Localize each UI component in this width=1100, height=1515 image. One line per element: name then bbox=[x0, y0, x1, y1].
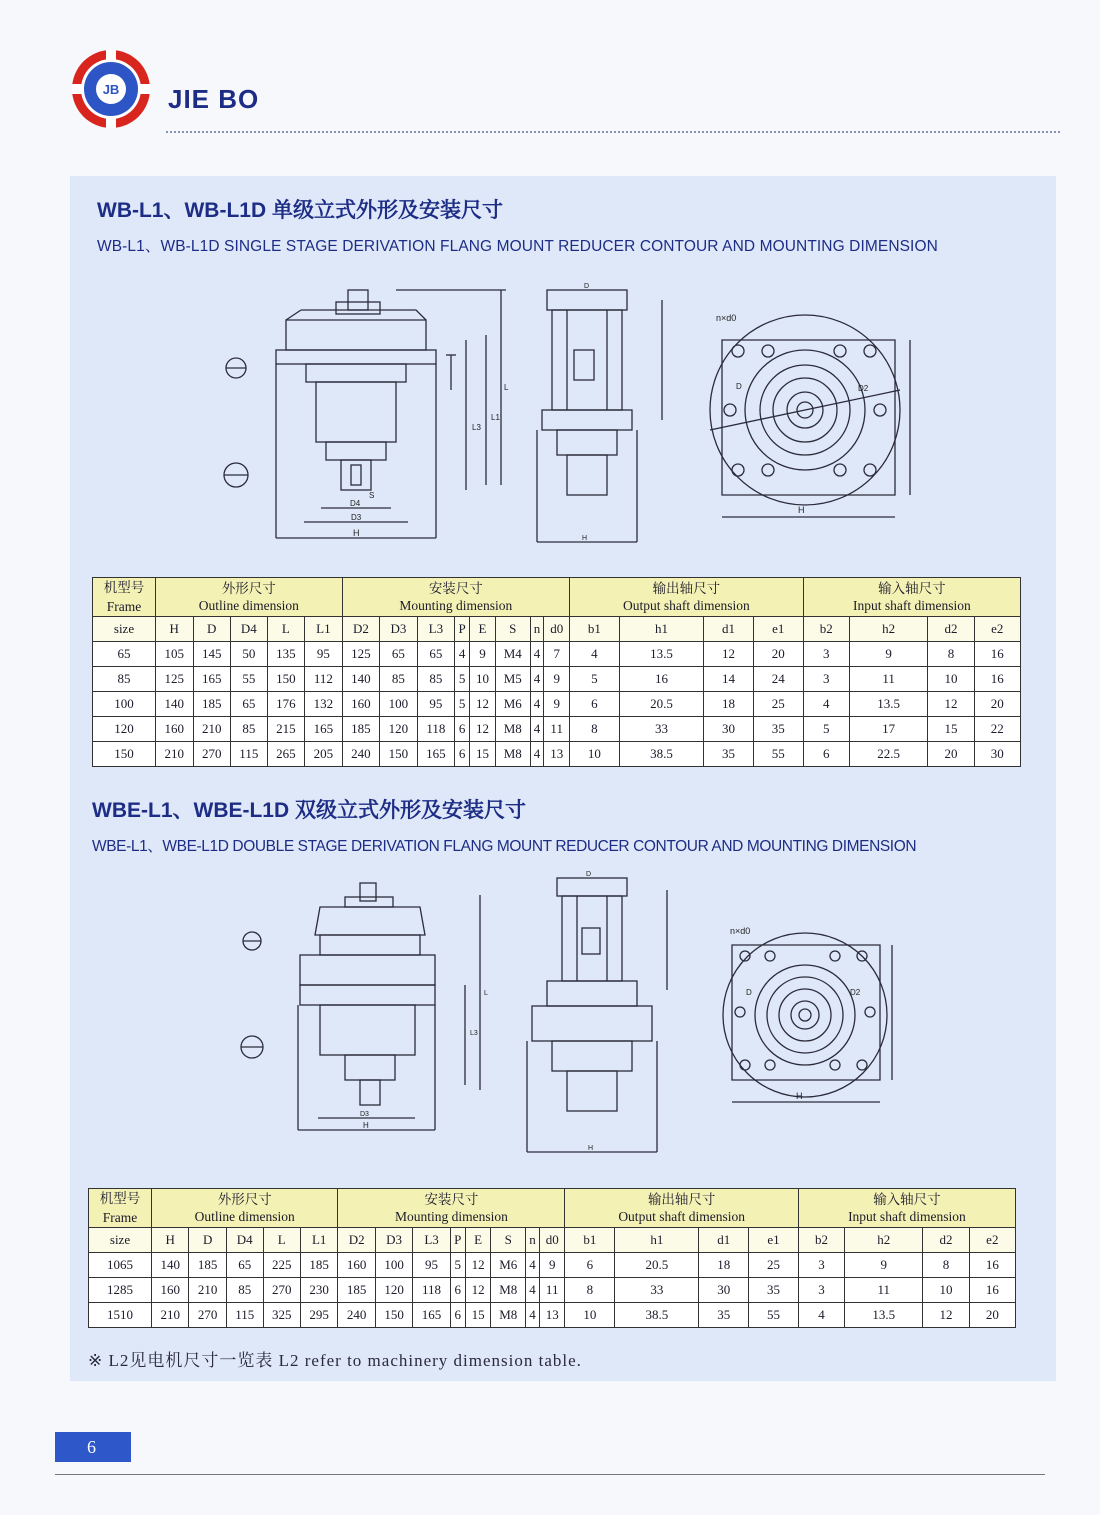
table-cell: 6 bbox=[450, 1303, 465, 1328]
label-s2-l: L bbox=[484, 990, 488, 997]
table-cell: 120 bbox=[375, 1278, 412, 1303]
table-cell: 210 bbox=[189, 1278, 226, 1303]
table-cell: 140 bbox=[156, 692, 194, 717]
table-cell: 100 bbox=[380, 692, 418, 717]
table-cell: 6 bbox=[565, 1253, 615, 1278]
table-cell: 20.5 bbox=[619, 692, 703, 717]
label-s2-motor-h: H bbox=[588, 1145, 594, 1152]
table-cell: 185 bbox=[193, 692, 231, 717]
table-cell: 185 bbox=[300, 1253, 337, 1278]
table-cell: 6 bbox=[803, 742, 849, 767]
table-cell: 4 bbox=[526, 1303, 540, 1328]
table-row bbox=[93, 667, 1021, 692]
section1-title-en: WB-L1、WB-L1D SINGLE STAGE DERIVATION FLANG MOUNT REDUCER CONTOUR AND MOUNTING DIMENSION bbox=[97, 238, 938, 255]
table-cell: 6 bbox=[570, 692, 620, 717]
table-cell: 12 bbox=[470, 692, 496, 717]
table-cell: M8 bbox=[495, 717, 530, 742]
section1-title-cn: WB-L1、WB-L1D 单级立式外形及安装尺寸 bbox=[97, 199, 503, 222]
column-header-d4: D4 bbox=[226, 1228, 263, 1253]
table-cell: M6 bbox=[491, 1253, 526, 1278]
column-header-n: n bbox=[526, 1228, 540, 1253]
column-header-p: P bbox=[455, 617, 470, 642]
column-header-size: size bbox=[89, 1228, 152, 1253]
table-cell: 125 bbox=[342, 642, 380, 667]
table-cell: 240 bbox=[342, 742, 380, 767]
table-cell: 25 bbox=[749, 1253, 799, 1278]
table-cell: 8 bbox=[570, 717, 620, 742]
table-cell: 160 bbox=[338, 1253, 375, 1278]
table-cell: 16 bbox=[969, 1253, 1015, 1278]
table-row bbox=[89, 1278, 1016, 1303]
table-cell: 185 bbox=[189, 1253, 226, 1278]
table-cell: 35 bbox=[699, 1303, 749, 1328]
table-cell: 210 bbox=[156, 742, 194, 767]
table-cell: 3 bbox=[803, 667, 849, 692]
table-cell: 13 bbox=[544, 742, 570, 767]
column-header-d4: D4 bbox=[231, 617, 268, 642]
table-cell: 30 bbox=[699, 1278, 749, 1303]
column-header-h: H bbox=[156, 617, 194, 642]
table-cell: M4 bbox=[495, 642, 530, 667]
label-s2-l3: L3 bbox=[470, 1030, 478, 1037]
section1-drawing-flange-view bbox=[700, 305, 920, 525]
section1-drawing-motor-view bbox=[532, 280, 677, 550]
table-cell: 16 bbox=[619, 667, 703, 692]
column-header-h2: h2 bbox=[849, 617, 927, 642]
column-header-h2: h2 bbox=[845, 1228, 923, 1253]
frame-size-cell: 1510 bbox=[89, 1303, 152, 1328]
table-cell: 185 bbox=[342, 717, 380, 742]
table-cell: 215 bbox=[267, 717, 305, 742]
table-cell: 10 bbox=[570, 742, 620, 767]
label-d4: D4 bbox=[350, 499, 361, 508]
table-cell: 4 bbox=[530, 717, 544, 742]
label-s2-h: H bbox=[363, 1121, 369, 1130]
column-header-e1: e1 bbox=[753, 617, 803, 642]
column-header-s: S bbox=[491, 1228, 526, 1253]
table-cell: 135 bbox=[267, 642, 305, 667]
table-cell: 230 bbox=[300, 1278, 337, 1303]
table-cell: 165 bbox=[413, 1303, 450, 1328]
table-cell: 22.5 bbox=[849, 742, 927, 767]
table-cell: 12 bbox=[928, 692, 974, 717]
table-cell: 115 bbox=[231, 742, 268, 767]
table-cell: 115 bbox=[226, 1303, 263, 1328]
table-cell: 13.5 bbox=[849, 692, 927, 717]
table-cell: 160 bbox=[156, 717, 194, 742]
table-cell: 120 bbox=[380, 717, 418, 742]
column-header-d0: d0 bbox=[544, 617, 570, 642]
label-s: S bbox=[369, 491, 375, 500]
table-cell: 11 bbox=[849, 667, 927, 692]
group-outline: 外形尺寸 Outline dimension bbox=[156, 578, 343, 617]
table-cell: 65 bbox=[380, 642, 418, 667]
column-header-e: E bbox=[470, 617, 496, 642]
table-cell: 4 bbox=[530, 742, 544, 767]
table-row bbox=[93, 742, 1021, 767]
column-header-d2: d2 bbox=[928, 617, 974, 642]
column-header-h1: h1 bbox=[615, 1228, 699, 1253]
label-d3: D3 bbox=[351, 513, 362, 522]
table-cell: 20 bbox=[969, 1303, 1015, 1328]
table-cell: 12 bbox=[704, 642, 754, 667]
table-cell: 225 bbox=[263, 1253, 300, 1278]
table-cell: 30 bbox=[704, 717, 754, 742]
table-cell: 11 bbox=[845, 1278, 923, 1303]
table-cell: 35 bbox=[704, 742, 754, 767]
table-cell: 30 bbox=[974, 742, 1020, 767]
table-cell: 112 bbox=[305, 667, 343, 692]
frame-header-2: 机型号 Frame bbox=[89, 1189, 152, 1228]
table-column-headers bbox=[93, 617, 1021, 642]
table-cell: 35 bbox=[749, 1278, 799, 1303]
table-cell: 13.5 bbox=[619, 642, 703, 667]
column-header-d2: D2 bbox=[342, 617, 380, 642]
table-cell: 9 bbox=[539, 1253, 565, 1278]
table-cell: M8 bbox=[491, 1278, 526, 1303]
column-header-e2: e2 bbox=[969, 1228, 1015, 1253]
table-cell: 17 bbox=[849, 717, 927, 742]
table-cell: 132 bbox=[305, 692, 343, 717]
group-output-shaft-2: 输出轴尺寸 Output shaft dimension bbox=[565, 1189, 798, 1228]
group-input-shaft-2: 输入轴尺寸 Input shaft dimension bbox=[798, 1189, 1015, 1228]
table-cell: 325 bbox=[263, 1303, 300, 1328]
column-header-s: S bbox=[495, 617, 530, 642]
column-header-p: P bbox=[450, 1228, 465, 1253]
table-cell: 25 bbox=[753, 692, 803, 717]
frame-size-cell: 120 bbox=[93, 717, 156, 742]
table-cell: 165 bbox=[417, 742, 455, 767]
label-motor-d: D bbox=[584, 283, 590, 290]
table-cell: 13.5 bbox=[845, 1303, 923, 1328]
label-s2-d3: D3 bbox=[360, 1111, 369, 1118]
table-cell: 50 bbox=[231, 642, 268, 667]
table-cell: 15 bbox=[928, 717, 974, 742]
label-l: L bbox=[504, 383, 509, 392]
column-header-size: size bbox=[93, 617, 156, 642]
table-cell: 4 bbox=[570, 642, 620, 667]
table-cell: 3 bbox=[798, 1278, 844, 1303]
table-cell: 4 bbox=[798, 1303, 844, 1328]
table-cell: 8 bbox=[928, 642, 974, 667]
table-cell: 270 bbox=[193, 742, 231, 767]
column-header-b1: b1 bbox=[565, 1228, 615, 1253]
section2-drawing-side-view bbox=[210, 875, 505, 1140]
table-cell: 14 bbox=[704, 667, 754, 692]
table-cell: 9 bbox=[849, 642, 927, 667]
table-cell: 5 bbox=[803, 717, 849, 742]
section1-drawing-side-view bbox=[196, 280, 516, 550]
section2-title-cn: WBE-L1、WBE-L1D 双级立式外形及安装尺寸 bbox=[92, 799, 526, 822]
column-header-d0: d0 bbox=[539, 1228, 565, 1253]
column-header-b2: b2 bbox=[803, 617, 849, 642]
table-cell: 18 bbox=[704, 692, 754, 717]
table-cell: 140 bbox=[342, 667, 380, 692]
table-cell: 10 bbox=[565, 1303, 615, 1328]
label-s2-flange-d: D bbox=[746, 988, 752, 997]
frame-size-cell: 65 bbox=[93, 642, 156, 667]
table-cell: M8 bbox=[491, 1303, 526, 1328]
table-cell: 20 bbox=[753, 642, 803, 667]
table-cell: 16 bbox=[974, 667, 1020, 692]
table-cell: 9 bbox=[470, 642, 496, 667]
column-header-l1: L1 bbox=[305, 617, 343, 642]
table-cell: 35 bbox=[753, 717, 803, 742]
table-cell: 210 bbox=[193, 717, 231, 742]
column-header-b1: b1 bbox=[570, 617, 620, 642]
table-cell: 85 bbox=[231, 717, 268, 742]
table-cell: 16 bbox=[974, 642, 1020, 667]
table-cell: 240 bbox=[338, 1303, 375, 1328]
table-cell: 7 bbox=[544, 642, 570, 667]
table-row bbox=[89, 1253, 1016, 1278]
table-cell: 4 bbox=[803, 692, 849, 717]
table-cell: 150 bbox=[267, 667, 305, 692]
column-header-b2: b2 bbox=[798, 1228, 844, 1253]
table-cell: M8 bbox=[495, 742, 530, 767]
column-header-l: L bbox=[267, 617, 305, 642]
column-header-d2: d2 bbox=[923, 1228, 969, 1253]
column-header-d2: D2 bbox=[338, 1228, 375, 1253]
column-header-l3: L3 bbox=[417, 617, 455, 642]
group-mounting: 安装尺寸 Mounting dimension bbox=[342, 578, 569, 617]
table-cell: 145 bbox=[193, 642, 231, 667]
table-cell: 15 bbox=[465, 1303, 491, 1328]
table-cell: M6 bbox=[495, 692, 530, 717]
table-cell: 5 bbox=[570, 667, 620, 692]
table-cell: 270 bbox=[263, 1278, 300, 1303]
column-header-l3: L3 bbox=[413, 1228, 450, 1253]
label-h: H bbox=[353, 528, 360, 538]
column-header-e2: e2 bbox=[974, 617, 1020, 642]
table-cell: 100 bbox=[375, 1253, 412, 1278]
column-header-d: D bbox=[189, 1228, 226, 1253]
table-row bbox=[89, 1303, 1016, 1328]
table-cell: 6 bbox=[455, 717, 470, 742]
label-ndo: n×d0 bbox=[716, 313, 737, 323]
table-cell: 118 bbox=[417, 717, 455, 742]
table-cell: 10 bbox=[470, 667, 496, 692]
label-l1: L1 bbox=[491, 413, 500, 422]
label-s2-ndo: n×d0 bbox=[730, 926, 751, 936]
table-cell: 16 bbox=[969, 1278, 1015, 1303]
label-s2-flange-d2: D2 bbox=[850, 988, 861, 997]
section2-spec-table bbox=[88, 1188, 1016, 1328]
table-cell: 4 bbox=[526, 1278, 540, 1303]
table-cell: 55 bbox=[749, 1303, 799, 1328]
label-flange-h: H bbox=[798, 505, 805, 515]
table-cell: 105 bbox=[156, 642, 194, 667]
table-cell: 150 bbox=[380, 742, 418, 767]
table-cell: 95 bbox=[305, 642, 343, 667]
table-cell: 270 bbox=[189, 1303, 226, 1328]
group-mounting-2: 安装尺寸 Mounting dimension bbox=[338, 1189, 565, 1228]
table-cell: 12 bbox=[465, 1253, 491, 1278]
table-cell: 125 bbox=[156, 667, 194, 692]
group-output-shaft: 输出轴尺寸 Output shaft dimension bbox=[570, 578, 804, 617]
table-cell: 65 bbox=[231, 692, 268, 717]
table-cell: 12 bbox=[923, 1303, 969, 1328]
table-cell: 55 bbox=[753, 742, 803, 767]
table-cell: 165 bbox=[305, 717, 343, 742]
table-cell: 4 bbox=[530, 667, 544, 692]
column-header-d3: D3 bbox=[375, 1228, 412, 1253]
table-cell: 20.5 bbox=[615, 1253, 699, 1278]
table-row bbox=[93, 642, 1021, 667]
table-cell: 5 bbox=[455, 692, 470, 717]
table-cell: 205 bbox=[305, 742, 343, 767]
table-cell: 22 bbox=[974, 717, 1020, 742]
frame-size-cell: 85 bbox=[93, 667, 156, 692]
column-header-e1: e1 bbox=[749, 1228, 799, 1253]
table-cell: 13 bbox=[539, 1303, 565, 1328]
table-cell: 5 bbox=[455, 667, 470, 692]
table-cell: 85 bbox=[380, 667, 418, 692]
table-cell: 85 bbox=[417, 667, 455, 692]
table-cell: 185 bbox=[338, 1278, 375, 1303]
table-cell: 95 bbox=[417, 692, 455, 717]
table-cell: 65 bbox=[417, 642, 455, 667]
label-s2-motor-d: D bbox=[586, 871, 592, 878]
group-input-shaft: 输入轴尺寸 Input shaft dimension bbox=[803, 578, 1020, 617]
table-cell: 295 bbox=[300, 1303, 337, 1328]
footer-divider bbox=[55, 1474, 1045, 1475]
column-header-n: n bbox=[530, 617, 544, 642]
table-cell: 140 bbox=[152, 1253, 189, 1278]
brand-name: JIE BO bbox=[168, 84, 260, 114]
table-cell: 38.5 bbox=[619, 742, 703, 767]
table-cell: 24 bbox=[753, 667, 803, 692]
table-cell: 5 bbox=[450, 1253, 465, 1278]
table-cell: 95 bbox=[413, 1253, 450, 1278]
section2-drawing-motor-view bbox=[522, 870, 692, 1160]
column-header-d: D bbox=[193, 617, 231, 642]
table-cell: 118 bbox=[413, 1278, 450, 1303]
table-cell: 33 bbox=[619, 717, 703, 742]
table-cell: 6 bbox=[450, 1278, 465, 1303]
column-header-d1: d1 bbox=[704, 617, 754, 642]
table-cell: 265 bbox=[267, 742, 305, 767]
frame-size-cell: 100 bbox=[93, 692, 156, 717]
table-row bbox=[93, 692, 1021, 717]
table-cell: 10 bbox=[928, 667, 974, 692]
label-flange-d2: D2 bbox=[858, 384, 869, 393]
table-cell: 12 bbox=[470, 717, 496, 742]
label-flange-d: D bbox=[736, 382, 742, 391]
table-cell: M5 bbox=[495, 667, 530, 692]
table-cell: 4 bbox=[530, 692, 544, 717]
column-header-h: H bbox=[152, 1228, 189, 1253]
table-cell: 11 bbox=[544, 717, 570, 742]
table-cell: 15 bbox=[470, 742, 496, 767]
table-cell: 4 bbox=[455, 642, 470, 667]
jiebo-logo bbox=[70, 48, 152, 130]
column-header-h1: h1 bbox=[619, 617, 703, 642]
column-header-l: L bbox=[263, 1228, 300, 1253]
table-cell: 160 bbox=[152, 1278, 189, 1303]
section2-title-en: WBE-L1、WBE-L1D DOUBLE STAGE DERIVATION FLANG MOUNT REDUCER CONTOUR AND MOUNTING DIMENSION bbox=[92, 838, 917, 855]
section1-spec-table bbox=[92, 577, 1021, 767]
label-motor-h: H bbox=[582, 535, 588, 542]
table-cell: 8 bbox=[923, 1253, 969, 1278]
table-cell: 4 bbox=[526, 1253, 540, 1278]
table-cell: 38.5 bbox=[615, 1303, 699, 1328]
table-cell: 18 bbox=[699, 1253, 749, 1278]
table-cell: 8 bbox=[565, 1278, 615, 1303]
table-cell: 12 bbox=[465, 1278, 491, 1303]
table-cell: 65 bbox=[226, 1253, 263, 1278]
table-cell: 20 bbox=[974, 692, 1020, 717]
table-cell: 3 bbox=[798, 1253, 844, 1278]
group-outline-2: 外形尺寸 Outline dimension bbox=[152, 1189, 338, 1228]
table-cell: 9 bbox=[544, 667, 570, 692]
header-divider bbox=[166, 131, 1060, 133]
table-column-headers-2 bbox=[89, 1228, 1016, 1253]
table-cell: 150 bbox=[375, 1303, 412, 1328]
table-cell: 4 bbox=[530, 642, 544, 667]
label-l3: L3 bbox=[472, 423, 481, 432]
column-header-l1: L1 bbox=[300, 1228, 337, 1253]
footnote: ※ L2见电机尺寸一览表 L2 refer to machinery dimension table. bbox=[88, 1351, 582, 1370]
label-s2-flange-h: H bbox=[796, 1091, 803, 1101]
table-cell: 6 bbox=[455, 742, 470, 767]
table-cell: 160 bbox=[342, 692, 380, 717]
table-cell: 9 bbox=[845, 1253, 923, 1278]
section2-drawing-flange-view bbox=[710, 920, 900, 1110]
table-cell: 11 bbox=[539, 1278, 565, 1303]
table-cell: 176 bbox=[267, 692, 305, 717]
page-number: 6 bbox=[55, 1432, 131, 1462]
table-cell: 210 bbox=[152, 1303, 189, 1328]
table-row bbox=[93, 717, 1021, 742]
table-cell: 3 bbox=[803, 642, 849, 667]
table-cell: 33 bbox=[615, 1278, 699, 1303]
table-cell: 55 bbox=[231, 667, 268, 692]
frame-size-cell: 1065 bbox=[89, 1253, 152, 1278]
column-header-e: E bbox=[465, 1228, 491, 1253]
table-cell: 20 bbox=[928, 742, 974, 767]
table-cell: 165 bbox=[193, 667, 231, 692]
column-header-d3: D3 bbox=[380, 617, 418, 642]
table-cell: 9 bbox=[544, 692, 570, 717]
table-cell: 85 bbox=[226, 1278, 263, 1303]
table-cell: 10 bbox=[923, 1278, 969, 1303]
frame-header: 机型号 Frame bbox=[93, 578, 156, 617]
logo-text: JB bbox=[102, 82, 120, 97]
frame-size-cell: 150 bbox=[93, 742, 156, 767]
column-header-d1: d1 bbox=[699, 1228, 749, 1253]
frame-size-cell: 1285 bbox=[89, 1278, 152, 1303]
